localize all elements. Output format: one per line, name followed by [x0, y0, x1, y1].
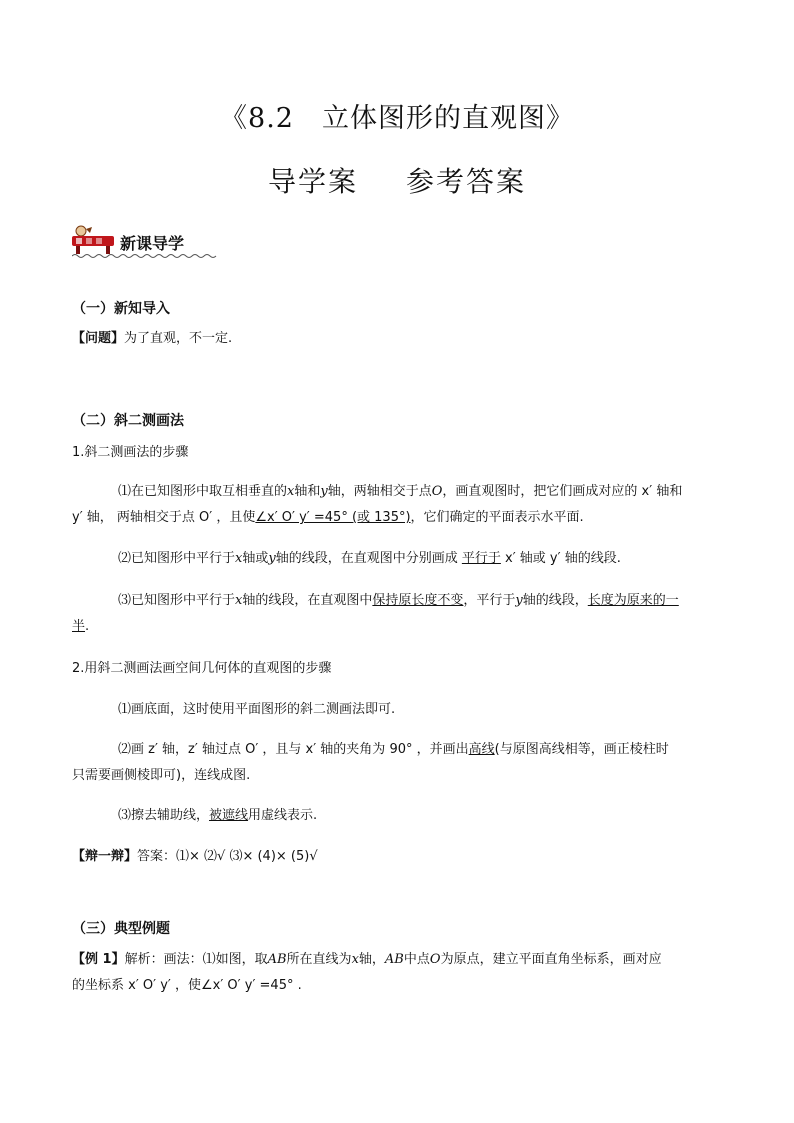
step1-line1: ⑴在已知图形中取互相垂直的x轴和y轴，两轴相交于点O，画直观图时，把它们画成对应的 x′ 轴和: [118, 484, 683, 499]
question-tag: 【问题】: [72, 331, 125, 346]
subtitle-right: 参考答案: [406, 165, 527, 198]
sec2-p2-title: 2.用斜二测画法画空间几何体的直观图的步骤: [72, 661, 332, 676]
document-title: 《8.2 立体图形的直观图》: [220, 103, 574, 134]
step3-para: [72, 590, 724, 638]
sec1-heading: （一）新知导入: [72, 301, 170, 317]
half-length-answer-a: 长度为原来的一: [587, 593, 679, 608]
step1-para: [72, 481, 724, 529]
t2-para: [72, 739, 724, 787]
height-line-answer: 高线: [468, 742, 495, 757]
t1-para: ⑴画底面，这时使用平面图形的斜二测画法即可.: [118, 702, 396, 717]
banner-label: 新课导学: [120, 234, 185, 253]
document-subtitle: [0, 160, 794, 200]
parallel-answer: 平行于: [461, 551, 501, 566]
step3-line1: ⑶已知图形中平行于x轴的线段，在直观图中保持原长度不变，平行于y轴的线段，长度为原来的一: [118, 593, 679, 608]
section-banner: [72, 219, 222, 255]
example1-line1: 【例 1】解析：画法：⑴如图，取AB所在直线为x轴，AB中点O为原点，建立平面直角坐标系，画对应: [72, 952, 662, 967]
t3-para: ⑶擦去辅助线，被遮线用虚线表示.: [118, 808, 318, 823]
bian-answers: 答案：⑴× ⑵√ ⑶× (4)× (5)√: [137, 849, 318, 864]
bian-para: [72, 846, 724, 868]
hidden-line-answer: 被遮线: [209, 808, 249, 823]
xinke-banner-icon: [72, 225, 116, 255]
step2-para: ⑵已知图形中平行于x轴或y轴的线段，在直观图中分别画成 平行于 x′ 轴或 y′ 轴的线段.: [118, 551, 621, 566]
sec2-heading: （二）斜二测画法: [72, 413, 184, 429]
t2-line1: ⑵画 z′ 轴，z′ 轴过点 O′ ，且与 x′ 轴的夹角为 90° ，并画出高线(与原图高线相等，画正棱柱时: [118, 742, 669, 757]
t2-line2: 只需要画侧棱即可)，连线成图.: [72, 768, 251, 783]
step1-line2: y′ 轴， 两轴相交于点 O′ ，且使∠x′ O′ y′ =45° (或 135°)，它们确定的平面表示水平面.: [72, 510, 584, 525]
sec3-heading: （三）典型例题: [72, 921, 170, 937]
example1-tag: 【例 1】: [72, 952, 125, 967]
angle-answer: ∠x′ O′ y′ =45° (或 135°): [255, 510, 411, 525]
question-text: 为了直观，不一定.: [124, 331, 233, 346]
sec1-question: [72, 328, 724, 350]
bian-tag: 【辩一辩】: [72, 849, 138, 864]
banner-wave-underline: [72, 253, 217, 259]
example1-line2: 的坐标系 x′ O′ y′ ，使∠x′ O′ y′ =45° .: [72, 978, 302, 993]
sec2-p1-title: 1.斜二测画法的步骤: [72, 445, 189, 460]
example1-para: [72, 949, 724, 997]
subtitle-left: 导学案: [267, 165, 358, 198]
keep-length-answer: 保持原长度不变: [372, 593, 464, 608]
step3-line2: 半.: [72, 619, 90, 634]
half-length-answer-b: 半: [72, 619, 86, 634]
